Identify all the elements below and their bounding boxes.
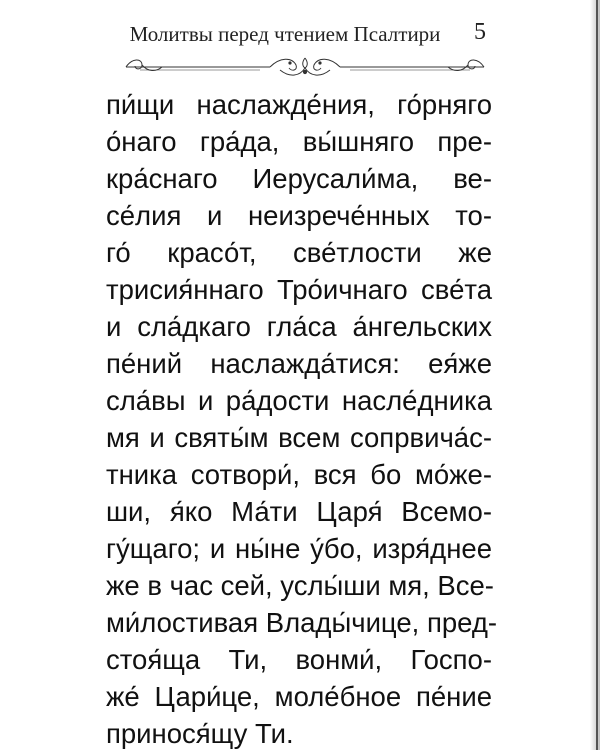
text-line: же в час сей, услы́ши мя, Все- (106, 570, 494, 601)
text-line: се́лия и неизрече́нных то- (106, 200, 492, 231)
text-line: и сла́дкаго гла́са а́нгельских (106, 311, 492, 342)
text-line: кра́снаго Иерусали́ма, ве- (106, 163, 492, 194)
text-line: пе́ний наслажда́тися: ея́же (106, 348, 492, 379)
text-line: тника сотвори́, вся бо мо́же- (106, 459, 492, 490)
decorative-ornament (120, 54, 490, 80)
text-line: стоя́ща Ти, вонми́, Госпо- (106, 644, 492, 675)
text-line: пи́щи наслажде́ния, го́рняго (106, 89, 492, 120)
text-line: ми́лостивая Влады́чице, пред- (106, 607, 498, 638)
text-line: гу́щаго; и ны́не у́бо, изря́днее (106, 533, 492, 564)
text-line: трисия́ннаго Тро́ичнаго све́та (106, 274, 492, 305)
text-line-last: принося́щу Ти. (106, 718, 294, 749)
text-line: о́наго гра́да, вы́шняго пре- (106, 126, 492, 157)
page-number: 5 (474, 19, 486, 45)
text-line: ши, я́ко Ма́ти Царя́ Всемо- (106, 496, 492, 527)
text-line: же́ Цари́це, моле́бное пе́ние (106, 681, 492, 712)
page-edge-shadow (590, 0, 600, 750)
page-header (120, 19, 490, 80)
page-edge-line (596, 0, 598, 750)
running-title: Молитвы перед чтением Псалтири (129, 22, 441, 46)
text-line: мя и святы́м всем сопрвича́с- (106, 422, 492, 453)
prayer-text (106, 86, 498, 750)
text-line: го́ красо́т, све́тлости же (106, 237, 492, 268)
text-line: сла́вы и ра́дости насле́дника (106, 385, 492, 416)
